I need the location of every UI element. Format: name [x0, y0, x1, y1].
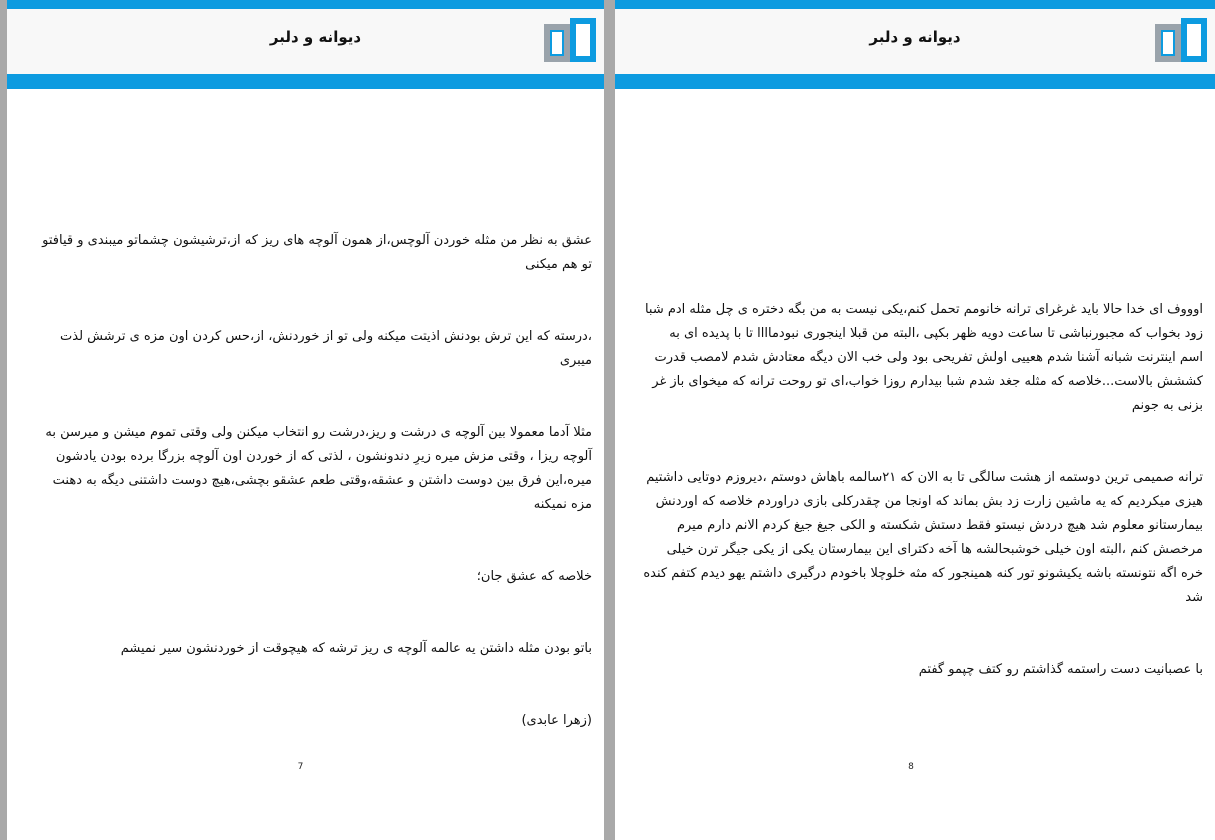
paragraph: باتو بودن مثله داشتن یه عالمه آلوچه ی ریز ترشه که هیچوقت از خوردنشون سیر نمیشم [120, 641, 592, 656]
page-body [643, 298, 1203, 682]
book-logo-icon [1155, 14, 1207, 66]
paragraph: ،درسته که این ترش بودنش اذیتت میکنه ولی تو از خوردنش، از،حس کردن اون مزه ی ترشش لذت میبری [60, 329, 592, 368]
header-bottom-bar [615, 74, 1215, 89]
author-signature: (زهرا عابدی) [521, 713, 592, 728]
paragraph: خلاصه که عشق جان؛ [476, 569, 592, 584]
book-logo-icon [544, 14, 596, 66]
document-page-7 [7, 0, 604, 840]
paragraph: اوووف ای خدا حالا باید غرغرای ترانه خانومم تحمل کنم،یکی نیست به من بگه دختره ی چل مثله ادم شبا زود بخواب که مجبورنباشی تا ساعت دویه ظهر بکپی ،البته من قبلا اینجوری نبودماااا تا با پدیده ای به اسم اینترنت شبانه آشنا شدم هعییی اولش تفریحی بود ولی خب الان دیگه معتادش شدم لامصب قدرت کششش بالاست...خلاصه که مثله جغد شدم شبا بیدارم روزا خواب،ای تو روحت ترانه که میخوای باز غر بزنی به جونم [644, 302, 1203, 413]
header-top-bar [615, 0, 1215, 9]
page-number: 8 [908, 762, 914, 772]
paragraph: مثلا آدما معمولا بین آلوچه ی درشت و ریز،درشت رو انتخاب میکنن ولی وقتی تموم میشن و میرسن به آلوچه ریزا ، وقتی مزش میره زیرِ دندونشون ، لذتی که از خوردن اون آلوچه بزرگا برده بودن یادشون میره،این فرق بین دوست داشتن و عشقه،وقتی طعم عشقو بچشی،هیچ دوست داشتنی دیگه به دهنت مزه نمیکنه [45, 425, 592, 512]
header-top-bar [7, 0, 604, 9]
document-page-8 [615, 0, 1215, 840]
page-body [32, 229, 592, 733]
paragraph: عشق به نظر من مثله خوردن آلوچس،از همون آلوچه های ریز که از،ترشیشون چشماتو میبندی و قیافتو تو هم میکنی [42, 233, 592, 272]
page-header-title: دیوانه و دلبر [869, 28, 961, 46]
paragraph: با عصبانیت دست راستمه گذاشتم رو کتف چپمو گفتم [918, 662, 1203, 677]
paragraph: ترانه صمیمی ترین دوستمه از هشت سالگی تا به الان که ۲۱سالمه باهاش دوستم ،دیروزم دوتایی داشتیم هیزی میکردیم که یه ماشین زارت زد بش بماند که اونجا من چقدرکلی بازی دراوردم خلاصه که اوردنش بیمارستانو معلوم شد هیچ دردش نیستو فقط دستش شکسته و الکی جیغ جیغ کردم الانم دارم میرم مرخصش کنم ،البته اون خیلی خوشبحالشه ها آخه دکترای این بیمارستان یکی از یکی جیگر ترن خیلی خره اگه نتونسته باشه یکیشونو تور کنه همینجور که مثه خلوچلا باخودم درگیری داشتم یهو دیدم کتفم کنده شد [643, 470, 1203, 605]
header-bottom-bar [7, 74, 604, 89]
page-header-title: دیوانه و دلبر [269, 28, 362, 46]
page-number: 7 [297, 762, 304, 772]
